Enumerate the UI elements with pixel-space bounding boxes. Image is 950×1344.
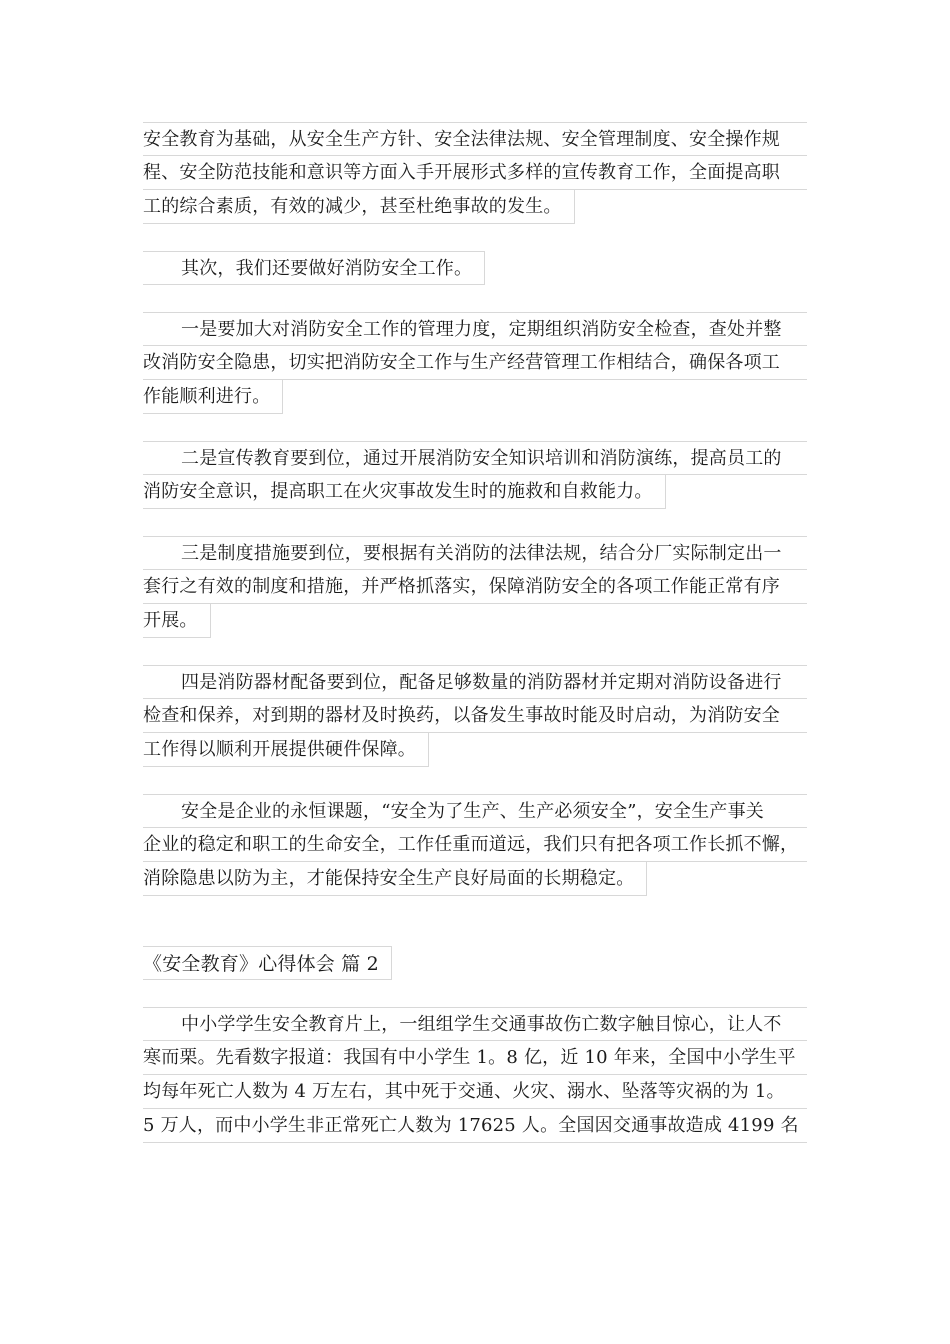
line-text: 四是消防器材配备要到位，配备足够数量的消防器材并定期对消防设备进行	[181, 672, 782, 693]
paragraph-4	[143, 441, 807, 509]
line-text: 程、安全防范技能和意识等方面入手开展形式多样的宣传教育工作，全面提高职	[143, 162, 780, 183]
line-text: 其次，我们还要做好消防安全工作。	[181, 258, 473, 279]
line-text: 寒而栗。先看数字报道：我国有中小学生 1。8 亿，近 10 年来，全国中小学生平	[143, 1047, 796, 1068]
paragraph-6	[143, 665, 807, 767]
line-text: 安全教育为基础，从安全生产方针、安全法律法规、安全管理制度、安全操作规	[143, 129, 780, 150]
paragraph-1	[143, 122, 807, 224]
text-line	[143, 1075, 807, 1109]
text-line	[143, 794, 807, 828]
text-line	[143, 699, 807, 733]
text-line	[143, 251, 485, 285]
text-line	[143, 665, 807, 699]
text-line	[143, 190, 575, 224]
line-text: 均每年死亡人数为 4 万左右，其中死于交通、火灾、溺水、坠落等灾祸的为 1。	[143, 1081, 785, 1102]
line-text: 安全是企业的永恒课题，“安全为了生产、生产必须安全”，安全生产事关	[181, 801, 765, 822]
text-line	[143, 475, 666, 509]
line-text: 工作得以顺利开展提供硬件保障。	[143, 739, 416, 760]
paragraph-2	[143, 251, 807, 285]
text-line	[143, 570, 807, 604]
line-text: 二是宣传教育要到位，通过开展消防安全知识培训和消防演练，提高员工的	[181, 448, 782, 469]
paragraph-3	[143, 312, 807, 414]
paragraph-8	[143, 1007, 807, 1143]
heading-line	[143, 946, 392, 980]
line-text: 消防安全意识，提高职工在火灾事故发生时的施救和自救能力。	[143, 481, 653, 502]
text-line	[143, 733, 429, 767]
text-line	[143, 156, 807, 190]
paragraph-5	[143, 536, 807, 638]
text-line	[143, 1109, 807, 1143]
text-line	[143, 346, 807, 380]
text-line	[143, 441, 807, 475]
line-text: 企业的稳定和职工的生命安全，工作任重而道远，我们只有把各项工作长抓不懈，	[143, 834, 799, 855]
text-line	[143, 1041, 807, 1075]
text-line	[143, 312, 807, 346]
text-line	[143, 862, 647, 896]
text-line	[143, 122, 807, 156]
text-line	[143, 536, 807, 570]
line-text: 套行之有效的制度和措施，并严格抓落实，保障消防安全的各项工作能正常有序	[143, 576, 780, 597]
section-heading	[143, 946, 807, 980]
text-line	[143, 604, 211, 638]
heading-text: 《安全教育》心得体会 篇 2	[143, 953, 379, 975]
line-text: 作能顺利进行。	[143, 386, 271, 407]
line-text: 检查和保养，对到期的器材及时换药，以备发生事故时能及时启动，为消防安全	[143, 705, 780, 726]
line-text: 消除隐患以防为主，才能保持安全生产良好局面的长期稳定。	[143, 868, 635, 889]
text-line	[143, 828, 807, 862]
line-text: 5 万人，而中小学生非正常死亡人数为 17625 人。全国因交通事故造成 4199 名	[143, 1115, 799, 1136]
line-text: 开展。	[143, 610, 198, 631]
line-text: 工的综合素质，有效的减少，甚至杜绝事故的发生。	[143, 196, 562, 217]
line-text: 一是要加大对消防安全工作的管理力度，定期组织消防安全检查，查处并整	[181, 319, 782, 340]
paragraph-7	[143, 794, 807, 896]
line-text: 三是制度措施要到位，要根据有关消防的法律法规，结合分厂实际制定出一	[181, 543, 782, 564]
line-text: 中小学学生安全教育片上，一组组学生交通事故伤亡数字触目惊心，让人不	[181, 1014, 782, 1035]
text-line	[143, 380, 283, 414]
document-page	[143, 122, 807, 1170]
line-text: 改消防安全隐患，切实把消防安全工作与生产经营管理工作相结合，确保各项工	[143, 352, 780, 373]
text-line	[143, 1007, 807, 1041]
